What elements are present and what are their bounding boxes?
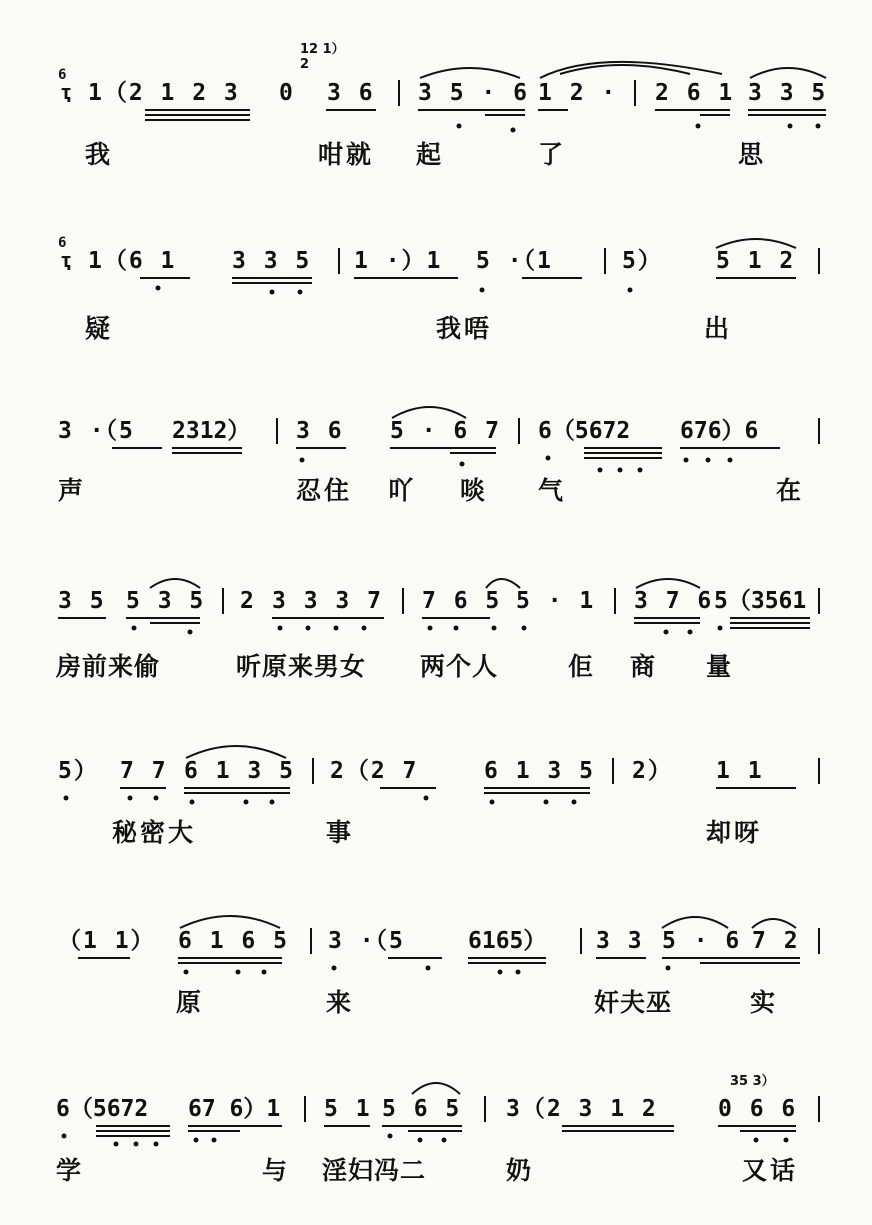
note-group: 3 5 (58, 588, 106, 614)
note-group: 5 · 6 (662, 928, 742, 954)
lyric: 却呀 (706, 818, 763, 847)
lyric: 商 (630, 652, 659, 681)
barline (604, 248, 606, 274)
note-group: 1（2 1 2 3 (88, 80, 240, 106)
note-group: 5） (622, 248, 663, 274)
grace-note: 2 (300, 57, 310, 72)
note-group: 3 3 5 (748, 80, 828, 106)
lyric: 房前来偷 (56, 652, 161, 681)
barline (484, 1096, 486, 1122)
note-group: 3 3 5 (232, 248, 312, 274)
note-group: 5 ·（1 (476, 248, 553, 274)
lyric: 了 (538, 140, 567, 169)
note-group: 3 ·（5 (328, 928, 405, 954)
lyric: 吖 (388, 476, 417, 505)
note-group: 0 (279, 80, 295, 106)
key-signature: 6 (58, 235, 69, 251)
barline (614, 588, 616, 614)
lyric: 佢 (568, 652, 597, 681)
lyric: 学 (56, 1156, 85, 1185)
note-group: 5 · 1 (516, 588, 596, 614)
note-group: 3 6 (296, 418, 344, 444)
note-group: 6165） (468, 928, 547, 954)
note-group: 2 (240, 588, 256, 614)
lyric: 在 (776, 476, 805, 505)
lyric: 事 (326, 818, 355, 847)
note-group: 67 6）1 (188, 1096, 281, 1122)
lyric: 思 (738, 140, 767, 169)
note-group: 676）6 (680, 418, 759, 444)
note-group: 1（6 1 (88, 248, 177, 274)
lyric: 实 (750, 988, 779, 1017)
note-group: 5 1 (324, 1096, 372, 1122)
lyric: 与 (262, 1156, 291, 1185)
note-group: 1 1 (716, 758, 764, 784)
barline (304, 1096, 306, 1122)
barline (818, 758, 820, 784)
note-group: 5（3561 (714, 588, 807, 614)
note-group: 3 5 · 6 (418, 80, 529, 106)
lyric: 奶 (506, 1156, 535, 1185)
note-group: 3 3 (596, 928, 644, 954)
grace-note: 12 1） (300, 42, 345, 57)
barline (518, 418, 520, 444)
barline (398, 80, 400, 106)
lyric: 量 (706, 652, 735, 681)
barline (818, 588, 820, 614)
barline (818, 418, 820, 444)
note-group: 6（5672 (56, 1096, 149, 1122)
note-group: 5 · 6 7 (390, 418, 501, 444)
note-group: （1 1） (58, 928, 156, 954)
note-group: 2312） (172, 418, 251, 444)
note-group: 1 ·）1 (354, 248, 443, 274)
lyric: 来 (326, 988, 355, 1017)
lyric: 听原来男女 (236, 652, 367, 681)
note-group: 3 3 3 7 (272, 588, 383, 614)
note-group: 6 1 6 5 (178, 928, 289, 954)
barline (310, 928, 312, 954)
lyric: 声 (58, 476, 87, 505)
lyric: 啖 (460, 476, 489, 505)
barline (312, 758, 314, 784)
lyric: 出 (704, 314, 733, 343)
note-group: 7 7 (120, 758, 168, 784)
barline (402, 588, 404, 614)
lyric: 奸夫巫 (594, 988, 673, 1017)
grace-note: 35 3） (730, 1074, 775, 1089)
lyric: 我 (85, 140, 114, 169)
note-group: 5 3 5 (126, 588, 206, 614)
note-group: 6 1 3 5 (184, 758, 295, 784)
note-group: 2） (632, 758, 673, 784)
barline (634, 80, 636, 106)
barline (818, 928, 820, 954)
lyric: 疑 (85, 314, 114, 343)
note-group: 0 6 6 (718, 1096, 798, 1122)
note-group: 3 7 6 (634, 588, 714, 614)
lyric: 两个人 (420, 652, 499, 681)
barline (580, 928, 582, 954)
lyric: 忍住 (296, 476, 353, 505)
barline (818, 1096, 820, 1122)
lyric: 秘密大 (112, 818, 197, 847)
note-group: 7 6 5 (422, 588, 502, 614)
barline (338, 248, 340, 274)
barline (276, 418, 278, 444)
lyric: 淫妇冯二 (322, 1156, 427, 1185)
note-group: 6（5672 (538, 418, 631, 444)
note-group: 5） (58, 758, 99, 784)
key-signature-mark: ҭ (60, 80, 75, 104)
note-group: 2（2 7 (330, 758, 419, 784)
note-group: 7 2 (752, 928, 800, 954)
note-group: 5 1 2 (716, 248, 796, 274)
lyric: 又话 (742, 1156, 799, 1185)
key-signature: 6 (58, 67, 69, 83)
note-group: 1 2 · (538, 80, 618, 106)
note-group: 3 6 (327, 80, 375, 106)
note-group: 3 ·（5 (58, 418, 135, 444)
barline (612, 758, 614, 784)
key-signature-mark: ҭ (60, 248, 75, 272)
note-group: 2 6 1 (655, 80, 735, 106)
lyric: 咁就 (318, 140, 375, 169)
barline (222, 588, 224, 614)
note-group: 3（2 3 1 2 (506, 1096, 658, 1122)
note-group: 6 1 3 5 (484, 758, 595, 784)
barline (818, 248, 820, 274)
lyric: 气 (538, 476, 567, 505)
lyric: 原 (176, 988, 205, 1017)
note-group: 5 6 5 (382, 1096, 462, 1122)
lyric: 我唔 (436, 314, 493, 343)
lyric: 起 (416, 140, 445, 169)
